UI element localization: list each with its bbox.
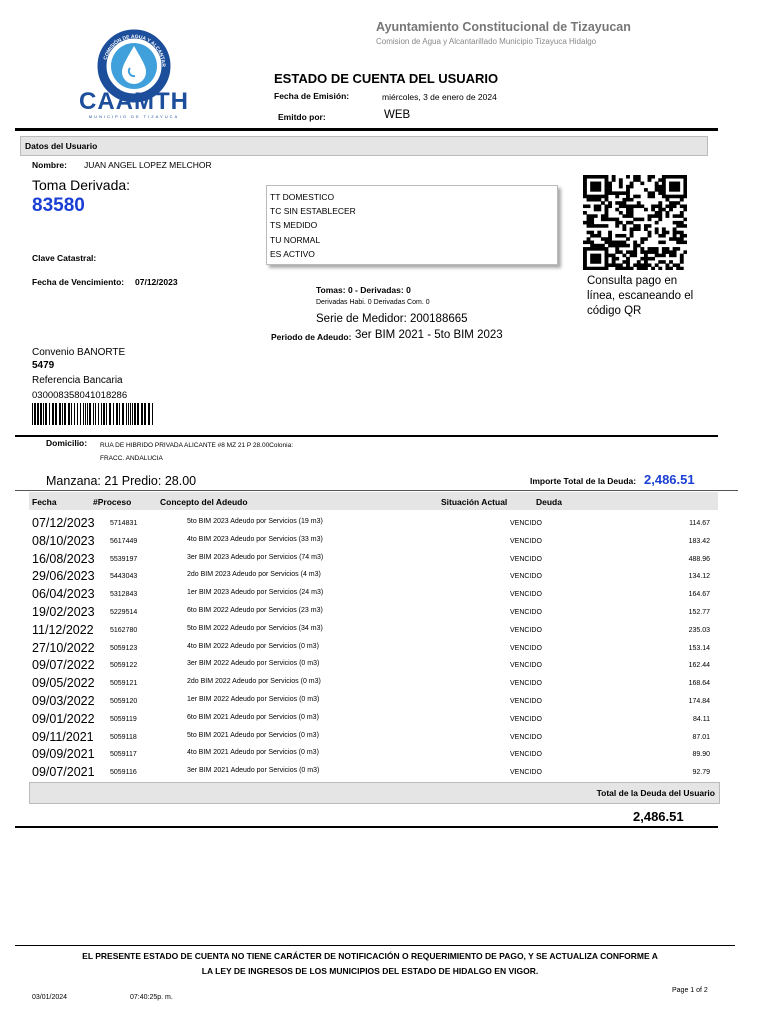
- row-fecha: 07/12/2023: [32, 516, 95, 530]
- tomas-derivadas: Tomas: 0 - Derivadas: 0: [316, 285, 411, 295]
- fecha-emision-label: Fecha de Emisión:: [274, 91, 350, 101]
- manzana-predio: Manzana: 21 Predio: 28.00: [46, 474, 197, 488]
- domicilio-line2: FRACC. ANDALUCIA: [100, 455, 163, 462]
- logo-wordmark: CAAMTH: [79, 88, 189, 115]
- table-row: [0, 747, 768, 765]
- row-fecha: 09/01/2022: [32, 711, 95, 726]
- bank-divider: [15, 435, 718, 437]
- row-situacion: VENCIDO: [510, 733, 542, 741]
- row-concepto: 6to BIM 2022 Adeudo por Servicios (23 m3): [187, 607, 323, 614]
- row-proceso: 5059116: [110, 769, 137, 777]
- row-proceso: 5229514: [110, 609, 138, 616]
- qr-code-graphic: [583, 175, 687, 270]
- row-situacion: VENCIDO: [510, 662, 542, 670]
- row-fecha: 08/10/2023: [32, 533, 95, 548]
- convenio-number: 5479: [32, 360, 55, 371]
- domicilio-label: Domicilio:: [46, 438, 88, 448]
- row-proceso: 5617449: [110, 537, 138, 545]
- row-fecha: 19/02/2023: [32, 605, 95, 619]
- nombre-label: Nombre:: [32, 160, 67, 170]
- org-subtitle: Comision de Agua y Alcantarillado Municipio Tizayuca Hidalgo: [376, 37, 597, 46]
- row-situacion: VENCIDO: [510, 715, 542, 723]
- row-deuda: 114.67: [689, 520, 710, 527]
- col-deuda: Deuda: [536, 497, 562, 507]
- qr-code[interactable]: [583, 175, 687, 270]
- row-situacion: VENCIDO: [510, 698, 542, 705]
- table-row: [0, 730, 768, 748]
- row-fecha: 09/07/2022: [32, 658, 95, 673]
- debt-table-body: [0, 516, 768, 786]
- row-concepto: 2do BIM 2023 Adeudo por Servicios (4 m3): [187, 571, 321, 579]
- row-concepto: 4to BIM 2021 Adeudo por Servicios (0 m3): [187, 749, 319, 757]
- fecha-vencimiento-value: 07/12/2023: [135, 277, 178, 287]
- row-deuda: 87.01: [692, 733, 710, 741]
- user-section-label: Datos del Usuario: [25, 141, 98, 151]
- row-deuda: 488.96: [688, 555, 710, 563]
- row-concepto: 1er BIM 2022 Adeudo por Servicios (0 m3): [187, 696, 320, 703]
- table-row: [0, 641, 768, 659]
- document-title: ESTADO DE CUENTA DEL USUARIO: [274, 71, 499, 86]
- row-proceso: 5059123: [110, 644, 138, 652]
- row-proceso: 5059122: [110, 662, 138, 670]
- row-situacion: VENCIDO: [510, 751, 542, 759]
- row-deuda: 153.14: [688, 644, 710, 652]
- importe-total-value: 2,486.51: [644, 472, 695, 487]
- classification-es: ES ACTIVO: [270, 249, 315, 259]
- row-proceso: 5059117: [110, 751, 137, 759]
- page-number: Page 1 of 2: [672, 987, 708, 994]
- total-band: [29, 782, 720, 804]
- row-deuda: 134.12: [688, 573, 710, 581]
- table-top-divider: [15, 490, 738, 491]
- row-deuda: 235.03: [688, 626, 710, 634]
- nombre-value: JUAN ANGEL LOPEZ MELCHOR: [84, 160, 212, 170]
- row-situacion: VENCIDO: [510, 680, 542, 688]
- table-row: [0, 516, 768, 534]
- header-divider: [15, 128, 718, 131]
- footer-date: 03/01/2024: [32, 994, 68, 1001]
- toma-derivada-number: 83580: [32, 195, 85, 216]
- legal-notice-line2: LA LEY DE INGRESOS DE LOS MUNICIPIOS DEL ESTADO DE HIDALGO EN VIGOR.: [201, 966, 539, 976]
- row-situacion: VENCIDO: [510, 769, 542, 777]
- fecha-vencimiento-label: Fecha de Vencimiento:: [32, 277, 125, 287]
- referencia-bancaria-label: Referencia Bancaria: [32, 375, 123, 386]
- row-fecha: 09/03/2022: [32, 694, 95, 708]
- row-situacion: VENCIDO: [510, 537, 542, 545]
- row-situacion: VENCIDO: [510, 609, 542, 616]
- org-title: Ayuntamiento Constitucional de Tizayucan: [376, 20, 631, 34]
- row-concepto: 1er BIM 2023 Adeudo por Servicios (24 m3): [187, 589, 324, 597]
- row-fecha: 11/12/2022: [32, 622, 94, 637]
- col-concepto: Concepto del Adeudo: [160, 497, 248, 507]
- row-fecha: 16/08/2023: [32, 551, 95, 566]
- row-fecha: 09/05/2022: [32, 676, 95, 691]
- table-row: [0, 623, 768, 641]
- row-proceso: 5162780: [110, 626, 138, 634]
- row-concepto: 3er BIM 2021 Adeudo por Servicios (0 m3): [187, 767, 320, 775]
- fecha-emision-value: miércoles, 3 de enero de 2024: [382, 92, 497, 102]
- col-situacion: Situación Actual: [441, 497, 508, 507]
- barcode-graphic: [32, 403, 156, 425]
- row-fecha: 09/09/2021: [32, 747, 95, 762]
- caamth-logo: [64, 18, 204, 122]
- row-concepto: 4to BIM 2023 Adeudo por Servicios (33 m3): [187, 535, 323, 543]
- serie-medidor: Serie de Medidor: 200188665: [316, 313, 468, 325]
- row-proceso: 5539197: [110, 555, 138, 563]
- legal-notice-line1: EL PRESENTE ESTADO DE CUENTA NO TIENE CARÁCTER DE NOTIFICACIÓN O REQUERIMIENTO DE PAGO, Y SE ACTUALIZA CONFORME A: [82, 951, 658, 961]
- row-fecha: 09/11/2021: [32, 729, 94, 744]
- row-deuda: 183.42: [688, 537, 710, 545]
- row-proceso: 5059119: [110, 715, 137, 723]
- toma-derivada-label: Toma Derivada:: [32, 177, 131, 193]
- row-concepto: 5to BIM 2021 Adeudo por Servicios (0 m3): [187, 731, 319, 739]
- table-row: [0, 552, 768, 570]
- row-concepto: 3er BIM 2023 Adeudo por Servicios (74 m3): [187, 553, 324, 561]
- row-proceso: 5059118: [110, 733, 137, 741]
- row-concepto: 5to BIM 2022 Adeudo por Servicios (34 m3): [187, 624, 323, 632]
- row-proceso: 5714831: [110, 520, 138, 527]
- row-deuda: 162.44: [688, 662, 710, 670]
- table-bottom-divider: [15, 826, 718, 828]
- row-concepto: 6to BIM 2021 Adeudo por Servicios (0 m3): [187, 713, 319, 721]
- classification-tu: TU NORMAL: [270, 235, 321, 245]
- row-situacion: VENCIDO: [510, 626, 542, 634]
- row-fecha: 27/10/2022: [32, 640, 95, 655]
- row-concepto: 5to BIM 2023 Adeudo por Servicios (19 m3): [187, 518, 323, 525]
- table-row: [0, 569, 768, 587]
- domicilio-line1: RUA DE HIBRIDO PRIVADA ALICANTE #8 MZ 21 P 28.00Colonia:: [100, 442, 294, 449]
- row-fecha: 06/04/2023: [32, 587, 95, 602]
- row-deuda: 84.11: [693, 715, 710, 723]
- row-proceso: 5312843: [110, 591, 138, 599]
- row-concepto: 4to BIM 2022 Adeudo por Servicios (0 m3): [187, 642, 319, 650]
- logo-ring-text: COMISIÓN DE AGUA Y ALCANTAR: [102, 33, 167, 68]
- row-deuda: 168.64: [688, 680, 710, 688]
- row-situacion: VENCIDO: [510, 644, 542, 652]
- row-deuda: 174.84: [688, 698, 710, 705]
- row-deuda: 92.79: [692, 769, 710, 777]
- col-fecha: Fecha: [32, 497, 57, 507]
- table-row: [0, 605, 768, 623]
- periodo-adeudo-value: 3er BIM 2021 - 5to BIM 2023: [355, 329, 503, 341]
- emitido-por-value: WEB: [384, 109, 411, 121]
- table-row: [0, 658, 768, 676]
- importe-total-label: Importe Total de la Deuda:: [530, 476, 637, 486]
- referencia-bancaria-value: 030008358041018286: [32, 390, 128, 401]
- table-row: [0, 694, 768, 712]
- convenio-banorte: Convenio BANORTE: [32, 347, 126, 358]
- table-row: [0, 587, 768, 605]
- table-row: [0, 765, 768, 783]
- footer-divider: [15, 945, 735, 946]
- user-section-band: [20, 136, 708, 156]
- row-deuda: 164.67: [688, 591, 710, 599]
- total-label: Total de la Deuda del Usuario: [596, 788, 715, 798]
- classification-ts: TS MEDIDO: [270, 220, 318, 230]
- legal-notice: [60, 949, 680, 979]
- total-value: 2,486.51: [633, 809, 684, 824]
- row-situacion: VENCIDO: [510, 520, 542, 527]
- row-deuda: 89.90: [692, 751, 710, 759]
- barcode: [32, 403, 156, 425]
- table-header: [29, 492, 718, 510]
- clave-catastral-label: Clave Catastral:: [32, 253, 97, 263]
- row-situacion: VENCIDO: [510, 591, 542, 599]
- qr-instructions: Consulta pago en línea, escaneando el código QR: [587, 275, 694, 317]
- logo-subtext: MUNICIPIO DE TIZAYUCA: [88, 114, 180, 119]
- emitido-por-label: Emitdo por:: [278, 112, 326, 122]
- row-proceso: 5443043: [110, 573, 138, 581]
- classification-tt: TT DOMESTICO: [270, 192, 335, 202]
- row-proceso: 5059121: [110, 680, 138, 688]
- derivadas-detail: Derivadas Habi. 0 Derivadas Com. 0: [316, 299, 430, 306]
- row-concepto: 2do BIM 2022 Adeudo por Servicios (0 m3): [187, 678, 321, 686]
- periodo-adeudo-label: Periodo de Adeudo:: [271, 332, 352, 342]
- row-fecha: 09/07/2021: [32, 765, 95, 780]
- row-concepto: 3er BIM 2022 Adeudo por Servicios (0 m3): [187, 660, 320, 668]
- service-classification-box: [266, 185, 558, 265]
- row-deuda: 152.77: [688, 609, 710, 616]
- row-proceso: 5059120: [110, 698, 138, 705]
- col-proceso: #Proceso: [93, 497, 132, 507]
- table-row: [0, 534, 768, 552]
- row-situacion: VENCIDO: [510, 555, 542, 563]
- row-fecha: 29/06/2023: [32, 569, 95, 584]
- row-situacion: VENCIDO: [510, 573, 542, 581]
- footer-time: 07:40:25p. m.: [130, 994, 173, 1001]
- classification-tc: TC SIN ESTABLECER: [270, 206, 356, 216]
- table-row: [0, 676, 768, 694]
- table-row: [0, 712, 768, 730]
